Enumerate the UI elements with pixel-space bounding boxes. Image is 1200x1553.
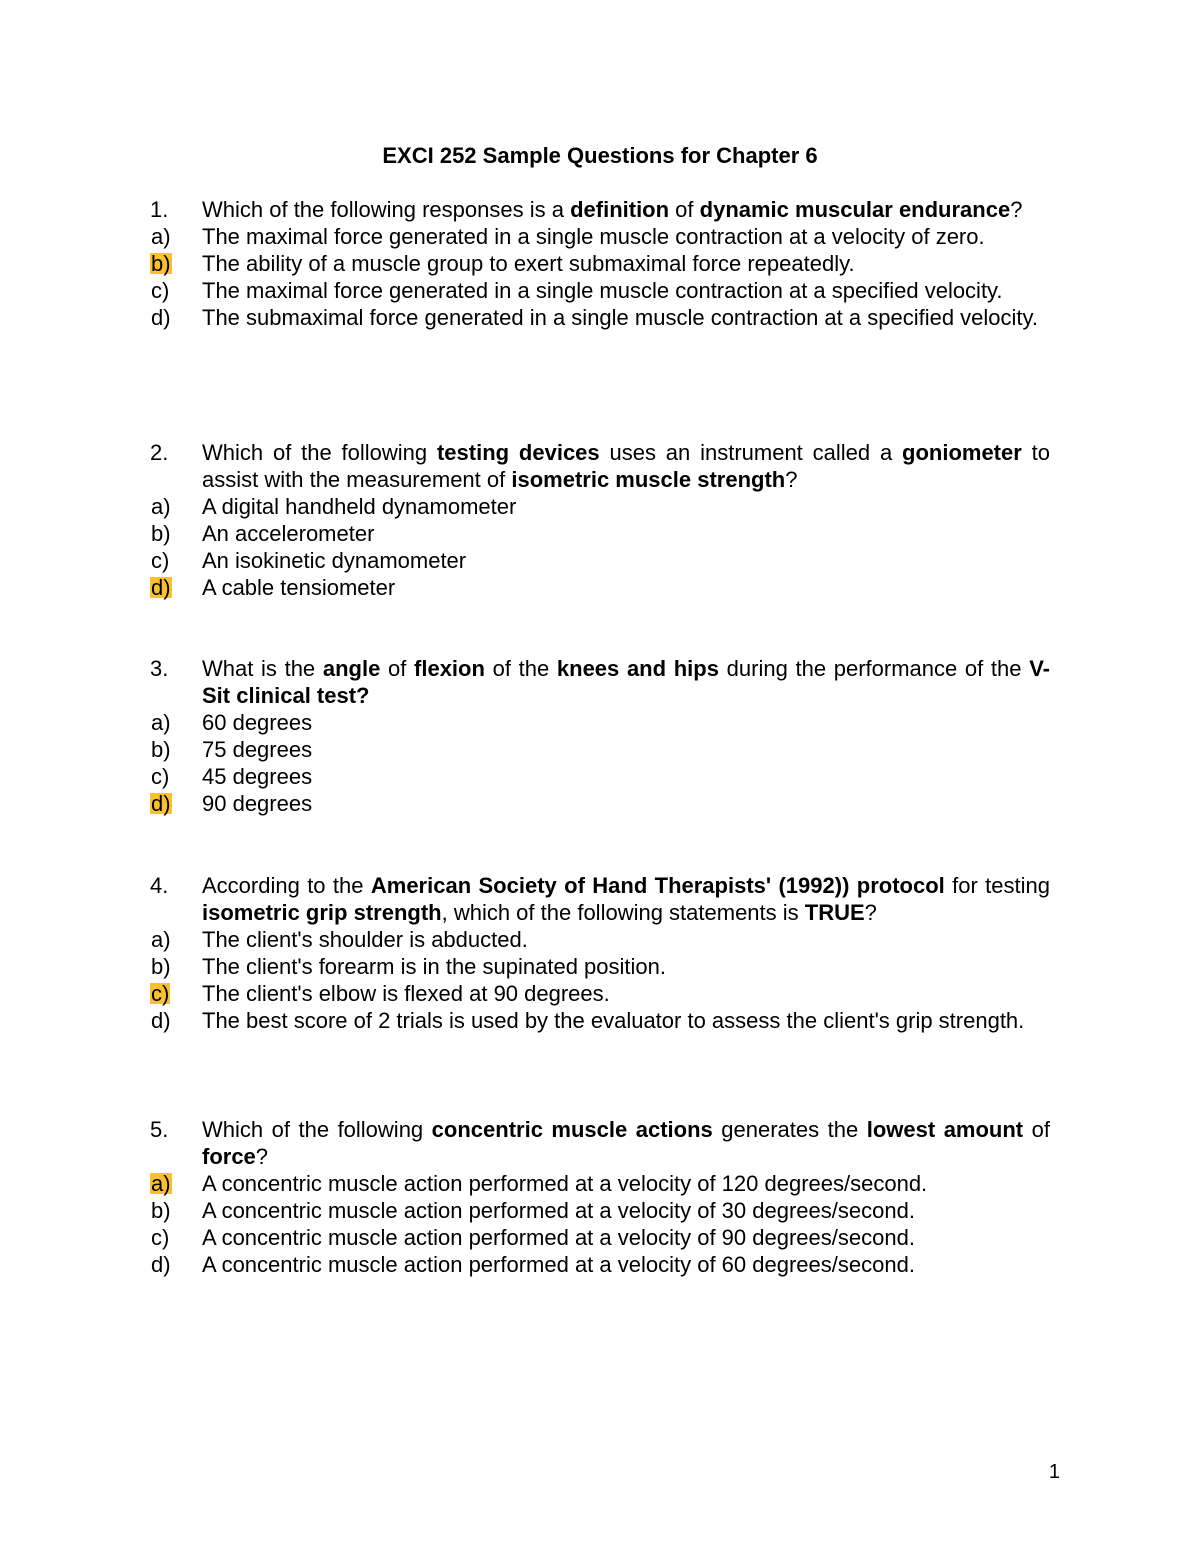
bold-term: dynamic muscular endurance xyxy=(699,197,1011,222)
question-number: 5. xyxy=(150,1117,169,1142)
option-letter: a) xyxy=(151,927,171,952)
option-letter-cell xyxy=(150,980,202,1007)
bold-term: American Society of Hand Therapists' (1992)) protocol xyxy=(370,873,945,898)
question-text-segment: According to the xyxy=(202,873,371,898)
question-text-segment: ? xyxy=(255,1144,269,1169)
question-2 xyxy=(150,439,1050,601)
question-text-segment: of xyxy=(669,197,700,222)
option-letter: d) xyxy=(151,1008,171,1033)
answer-option xyxy=(150,790,1050,817)
answer-option xyxy=(150,547,1050,574)
question-number: 1. xyxy=(150,197,169,222)
question-text-segment: during the performance of the xyxy=(718,656,1030,681)
option-letter-cell xyxy=(150,547,202,574)
option-letter-cell xyxy=(150,736,202,763)
question-text-segment: Which of the following xyxy=(202,1117,432,1142)
bold-term: concentric muscle actions xyxy=(431,1117,713,1142)
question-4 xyxy=(150,872,1050,1034)
option-text: A concentric muscle action performed at a velocity of 120 degrees/second. xyxy=(202,1171,928,1196)
option-letter: d) xyxy=(151,305,171,330)
bold-term: knees and hips xyxy=(556,656,719,681)
option-text: A concentric muscle action performed at a velocity of 90 degrees/second. xyxy=(202,1225,915,1250)
option-letter: b) xyxy=(151,737,171,762)
option-text: The client's elbow is flexed at 90 degrees. xyxy=(202,981,610,1006)
page-number: 1 xyxy=(1048,1461,1060,1483)
question-text xyxy=(202,1116,1050,1170)
answer-option xyxy=(150,980,1050,1007)
question-text-segment: uses an instrument called a xyxy=(599,440,903,465)
option-text: 60 degrees xyxy=(202,710,313,735)
question-stem xyxy=(150,655,1050,709)
option-letter-cell xyxy=(150,790,202,817)
option-letter-cell xyxy=(150,1224,202,1251)
answer-option xyxy=(150,926,1050,953)
option-letter: b) xyxy=(151,1198,171,1223)
question-text-segment: ? xyxy=(864,900,877,925)
option-letter-cell xyxy=(150,709,202,736)
option-text: 75 degrees xyxy=(202,737,313,762)
option-text: The maximal force generated in a single muscle contraction at a specified velocity. xyxy=(202,278,1003,303)
option-text: 90 degrees xyxy=(202,791,313,816)
question-text xyxy=(202,196,1050,223)
option-letter-cell xyxy=(150,1170,202,1197)
option-letter: b) xyxy=(151,521,171,546)
question-text-segment: of xyxy=(380,656,415,681)
question-stem xyxy=(150,872,1050,926)
answer-option xyxy=(150,574,1050,601)
page-title: EXCI 252 Sample Questions for Chapter 6 xyxy=(382,143,818,168)
bold-term: testing devices xyxy=(436,440,600,465)
answer-option xyxy=(150,1251,1050,1278)
option-letter-cell xyxy=(150,574,202,601)
question-number: 2. xyxy=(150,440,169,465)
answer-option xyxy=(150,250,1050,277)
answer-option xyxy=(150,763,1050,790)
option-letter: c) xyxy=(151,278,170,303)
correct-answer-highlight: b) xyxy=(151,251,171,276)
option-letter: b) xyxy=(151,954,171,979)
answer-option xyxy=(150,1007,1050,1034)
question-text-segment: What is the xyxy=(202,656,323,681)
option-letter: d) xyxy=(151,1252,171,1277)
option-text: An accelerometer xyxy=(202,521,375,546)
option-text: A concentric muscle action performed at a velocity of 30 degrees/second. xyxy=(202,1198,915,1223)
option-letter-cell xyxy=(150,250,202,277)
answer-option xyxy=(150,223,1050,250)
option-letter-cell xyxy=(150,520,202,547)
option-letter-cell xyxy=(150,1251,202,1278)
correct-answer-highlight: c) xyxy=(151,981,170,1006)
question-text-segment: of xyxy=(1023,1117,1050,1142)
question-5 xyxy=(150,1116,1050,1278)
option-text: The best score of 2 trials is used by the evaluator to assess the client's grip strength. xyxy=(202,1008,1025,1033)
option-letter-cell xyxy=(150,926,202,953)
bold-term: force xyxy=(202,1144,256,1169)
option-text: The client's shoulder is abducted. xyxy=(202,927,528,952)
option-letter: c) xyxy=(151,1225,170,1250)
question-text xyxy=(202,655,1050,709)
question-number: 4. xyxy=(150,873,169,898)
option-letter-cell xyxy=(150,763,202,790)
question-1 xyxy=(150,196,1050,331)
answer-option xyxy=(150,520,1050,547)
option-text: The client's forearm is in the supinated position. xyxy=(202,954,666,979)
bold-term: definition xyxy=(570,197,670,222)
answer-option xyxy=(150,1170,1050,1197)
answer-option xyxy=(150,277,1050,304)
bold-term: isometric muscle strength xyxy=(511,467,786,492)
question-text xyxy=(202,439,1050,493)
answer-option xyxy=(150,709,1050,736)
bold-term: isometric grip strength xyxy=(202,900,442,925)
answer-option xyxy=(150,493,1050,520)
bold-term: flexion xyxy=(414,656,485,681)
bold-term: TRUE xyxy=(804,900,865,925)
question-text-segment: of the xyxy=(484,656,557,681)
question-3 xyxy=(150,655,1050,817)
correct-answer-highlight: d) xyxy=(151,575,171,600)
question-text-segment: to assist with the measurement of xyxy=(202,440,1050,492)
option-text: The submaximal force generated in a single muscle contraction at a specified velocity. xyxy=(202,305,1039,330)
option-letter: c) xyxy=(151,764,170,789)
bold-term: V-Sit clinical test? xyxy=(202,656,1050,708)
question-stem xyxy=(150,439,1050,493)
answer-option xyxy=(150,736,1050,763)
option-letter-cell xyxy=(150,277,202,304)
correct-answer-highlight: d) xyxy=(151,791,171,816)
question-text-segment: ? xyxy=(785,467,798,492)
question-text-segment: Which of the following responses is a xyxy=(202,197,571,222)
option-letter: a) xyxy=(151,494,171,519)
answer-option xyxy=(150,1197,1050,1224)
option-text: 45 degrees xyxy=(202,764,313,789)
question-stem xyxy=(150,1116,1050,1170)
option-letter-cell xyxy=(150,304,202,331)
answer-option xyxy=(150,304,1050,331)
question-text-segment: Which of the following xyxy=(202,440,437,465)
question-text xyxy=(202,872,1050,926)
option-letter: a) xyxy=(151,224,171,249)
option-text: The maximal force generated in a single muscle contraction at a velocity of zero. xyxy=(202,224,985,249)
option-text: The ability of a muscle group to exert submaximal force repeatedly. xyxy=(202,251,855,276)
bold-term: lowest amount xyxy=(866,1117,1024,1142)
question-text-segment: generates the xyxy=(712,1117,867,1142)
option-text: A digital handheld dynamometer xyxy=(202,494,517,519)
option-letter: c) xyxy=(151,548,170,573)
option-letter-cell xyxy=(150,1197,202,1224)
question-text-segment: ? xyxy=(1010,197,1023,222)
question-number: 3. xyxy=(150,656,169,681)
bold-term: angle xyxy=(322,656,381,681)
option-letter-cell xyxy=(150,953,202,980)
question-stem xyxy=(150,196,1050,223)
answer-option xyxy=(150,953,1050,980)
option-text: An isokinetic dynamometer xyxy=(202,548,467,573)
option-letter-cell xyxy=(150,223,202,250)
question-text-segment: , which of the following statements is xyxy=(441,900,805,925)
option-letter-cell xyxy=(150,1007,202,1034)
answer-option xyxy=(150,1224,1050,1251)
question-text-segment: for testing xyxy=(944,873,1050,898)
correct-answer-highlight: a) xyxy=(151,1171,171,1196)
option-text: A cable tensiometer xyxy=(202,575,396,600)
option-letter: a) xyxy=(151,710,171,735)
bold-term: goniometer xyxy=(902,440,1022,465)
option-text: A concentric muscle action performed at a velocity of 60 degrees/second. xyxy=(202,1252,915,1277)
option-letter-cell xyxy=(150,493,202,520)
